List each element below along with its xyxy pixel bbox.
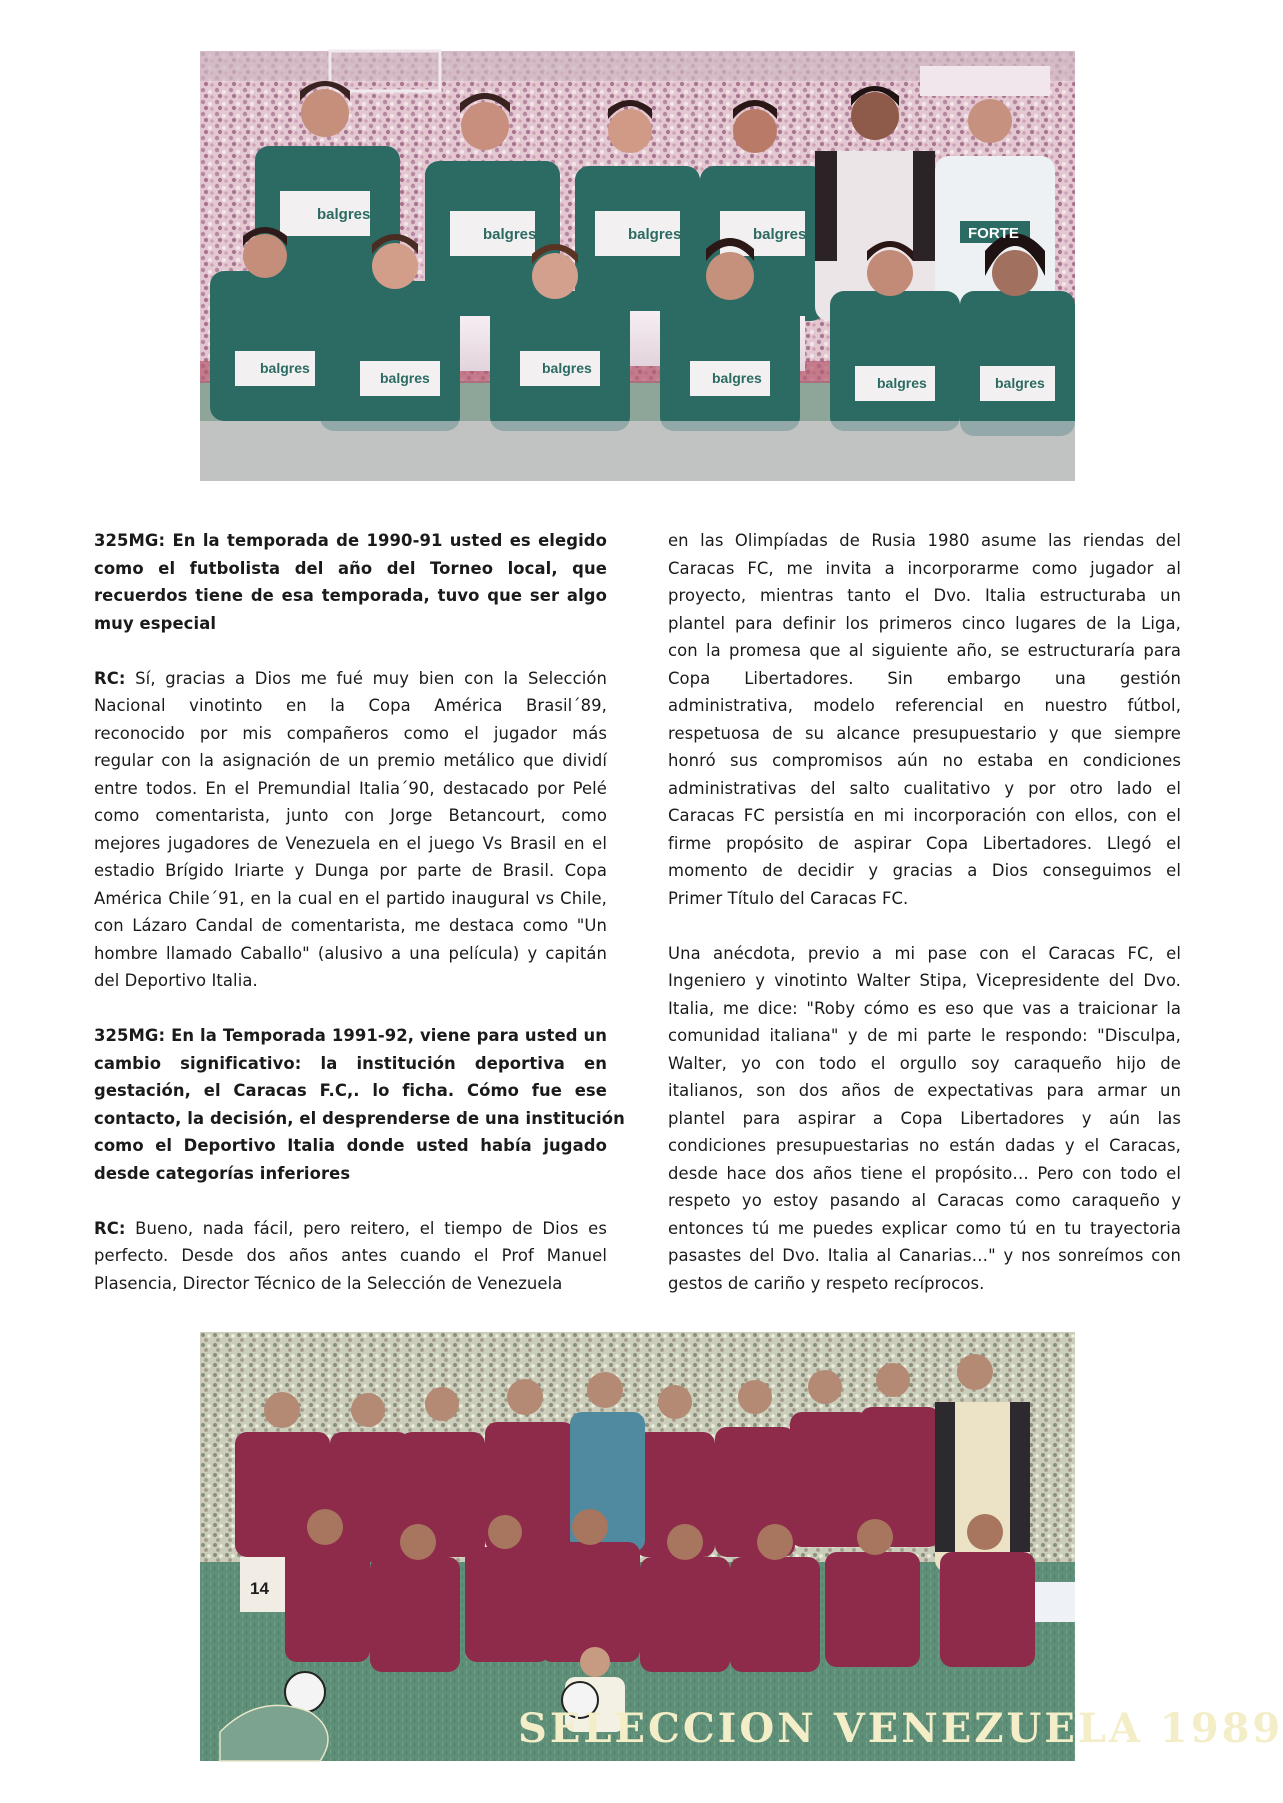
text-line: regular con la asignación de un premio metálico que dividí [94,751,607,770]
text-line: América Chile´91, en la cual en el partido inaugural vs Chile, [94,888,607,908]
anecdote-paragraph [668,940,1181,1298]
text-line: administrativas del salto cualitativo y por otro lado el [668,778,1181,798]
team-photo-seleccion-venezuela-1989 [200,1332,1283,1761]
svg-text:balgres: balgres [542,360,592,376]
speaker-label: RC: [94,668,126,688]
photo-caption: SELECCION VENEZUELA 1989 [518,1705,1283,1752]
text-line: con la promesa que al siguiente año, se estructuraría para [668,641,1181,660]
text-line: comunidad italiana" y de mi parte le respondo: "Disculpa, [668,1026,1181,1045]
text-line: del Deportivo Italia. [94,971,258,990]
text-line: con Lázaro Candal de comentarista, me destaca como "Un [94,916,607,935]
text-line: 325MG: En la Temporada 1991-92, viene para usted un [94,1026,607,1045]
text-line: como el futbolista del año del Torneo local, que [94,558,607,578]
text-line: 325MG: En la temporada de 1990-91 usted es elegido [94,531,607,550]
text-line: entonces tú me puedes explicar como tú en tu trayectoria [668,1218,1181,1238]
text-line: gestos de cariño y respeto recíprocos. [668,1273,985,1293]
text-line: reconocido por mis compañeros como el jugador más [94,723,607,743]
text-line: hombre llamado Caballo" (alusivo a una película) y capitán [94,943,607,963]
text-line: desde categorías inferiores [94,1163,351,1183]
svg-text:balgres: balgres [995,375,1045,391]
text-line: Copa Libertadores. Sin embargo una gestión [668,668,1181,688]
interview-question-1 [94,527,607,637]
interview-answer-1 [94,665,607,995]
svg-text:balgres: balgres [877,375,927,391]
svg-text:balgres: balgres [380,370,430,386]
team-photo-italia-image [200,51,1075,481]
interview-question-2 [94,1022,625,1187]
team-photo-deportivo-italia [200,51,1075,481]
text-line: como el Deportivo Italia donde usted había jugado [94,1136,607,1155]
team-photo-venezuela-image [200,1332,1075,1761]
svg-text:balgres: balgres [712,370,762,386]
text-line: administrativa, modelo referencial en nuestro fútbol, [668,696,1181,715]
text-fragment: Sí, gracias a Dios me fué muy bien con la Selección [125,668,607,688]
interview-answer-2-continued [668,527,1181,912]
text-line: contacto, la decisión, el desprenderse de una institución [94,1108,625,1128]
text-line-with-speaker [94,1215,607,1243]
text-line: Caracas FC persistía en mi incorporación con ellos, con el [668,806,1181,825]
text-line: estadio Brígido Iriarte y Dunga por parte de Brasil. Copa [94,861,607,880]
text-line: recuerdos tiene de esa temporada, tuvo que ser algo [94,586,607,605]
svg-text:balgres: balgres [260,360,310,376]
text-line: muy especial [94,613,217,633]
text-line: mejores jugadores de Venezuela en el juego Vs Brasil en el [94,833,607,853]
text-line: momento de decidir y gracias a Dios conseguimos el [668,861,1181,880]
text-line: italianos, son dos años de expectativas para armar un [668,1081,1181,1100]
text-line: Italia, me dice: "Roby cómo es eso que vas a traicionar la [668,998,1181,1018]
svg-text:balgres: balgres [753,226,807,243]
text-line: cambio significativo: la institución deportiva en [94,1053,607,1073]
text-line: Nacional vinotinto en la Copa América Brasil´89, [94,696,607,715]
text-line: Ingeniero y vinotinto Walter Stipa, Vicepresidente del Dvo. [668,971,1181,990]
text-line: honró sus compromisos aún no estaba en condiciones [668,751,1181,770]
svg-text:balgres: balgres [628,226,682,243]
svg-text:balgres: balgres [317,206,371,223]
text-line: plantel para aspirar a Copa Libertadores y aún las [668,1108,1181,1128]
speaker-label: RC: [94,1218,126,1238]
text-line-with-speaker [94,665,607,693]
text-line: firme propósito de aspirar Copa Libertadores. Llegó el [668,833,1181,853]
text-line: Plasencia, Director Técnico de la Selección de Venezuela [94,1273,563,1293]
article-column-right [668,527,1181,1325]
text-line: entre todos. En el Premundial Italia´90, destacado por Pelé [94,778,607,798]
text-line: condiciones presupuestarias no están dadas y el Caracas, [668,1136,1181,1155]
text-line: en las Olimpíadas de Rusia 1980 asume las riendas del [668,531,1181,550]
text-line: Primer Título del Caracas FC. [668,888,909,908]
text-line: Caracas FC, me invita a incorporarme como jugador al [668,558,1181,578]
svg-text:balgres: balgres [483,226,537,243]
text-line: Una anécdota, previo a mi pase con el Caracas FC, el [668,943,1181,963]
text-line: proyecto, mientras tanto el Dvo. Italia estructuraba un [668,586,1181,605]
text-line: respetuosa de su alcance presupuestario y que siempre [668,723,1181,743]
text-line: como comentarista, junto con Jorge Betancourt, como [94,806,607,825]
interview-answer-2 [94,1215,607,1298]
text-line: plantel para definir los primeros cinco lugares de la Liga, [668,613,1181,633]
text-line: respeto yo estoy pasando al Caracas como caraqueño y [668,1191,1181,1210]
shirt-number: 14 [250,1579,269,1598]
svg-text:FORTE: FORTE [968,225,1019,242]
text-line: pasastes del Dvo. Italia al Canarias…" y nos sonreímos con [668,1246,1181,1265]
text-line: desde hace dos años tiene el propósito… Pero con todo el [668,1163,1181,1183]
text-fragment: Bueno, nada fácil, pero reitero, el tiempo de Dios es [125,1218,607,1238]
article-column-left [94,527,625,1325]
text-line: Walter, yo con todo el orgullo soy caraqueño hijo de [668,1053,1181,1073]
text-line: perfecto. Desde dos años antes cuando el Prof Manuel [94,1246,607,1265]
text-line: gestación, el Caracas F.C,. lo ficha. Cómo fue ese [94,1081,607,1100]
